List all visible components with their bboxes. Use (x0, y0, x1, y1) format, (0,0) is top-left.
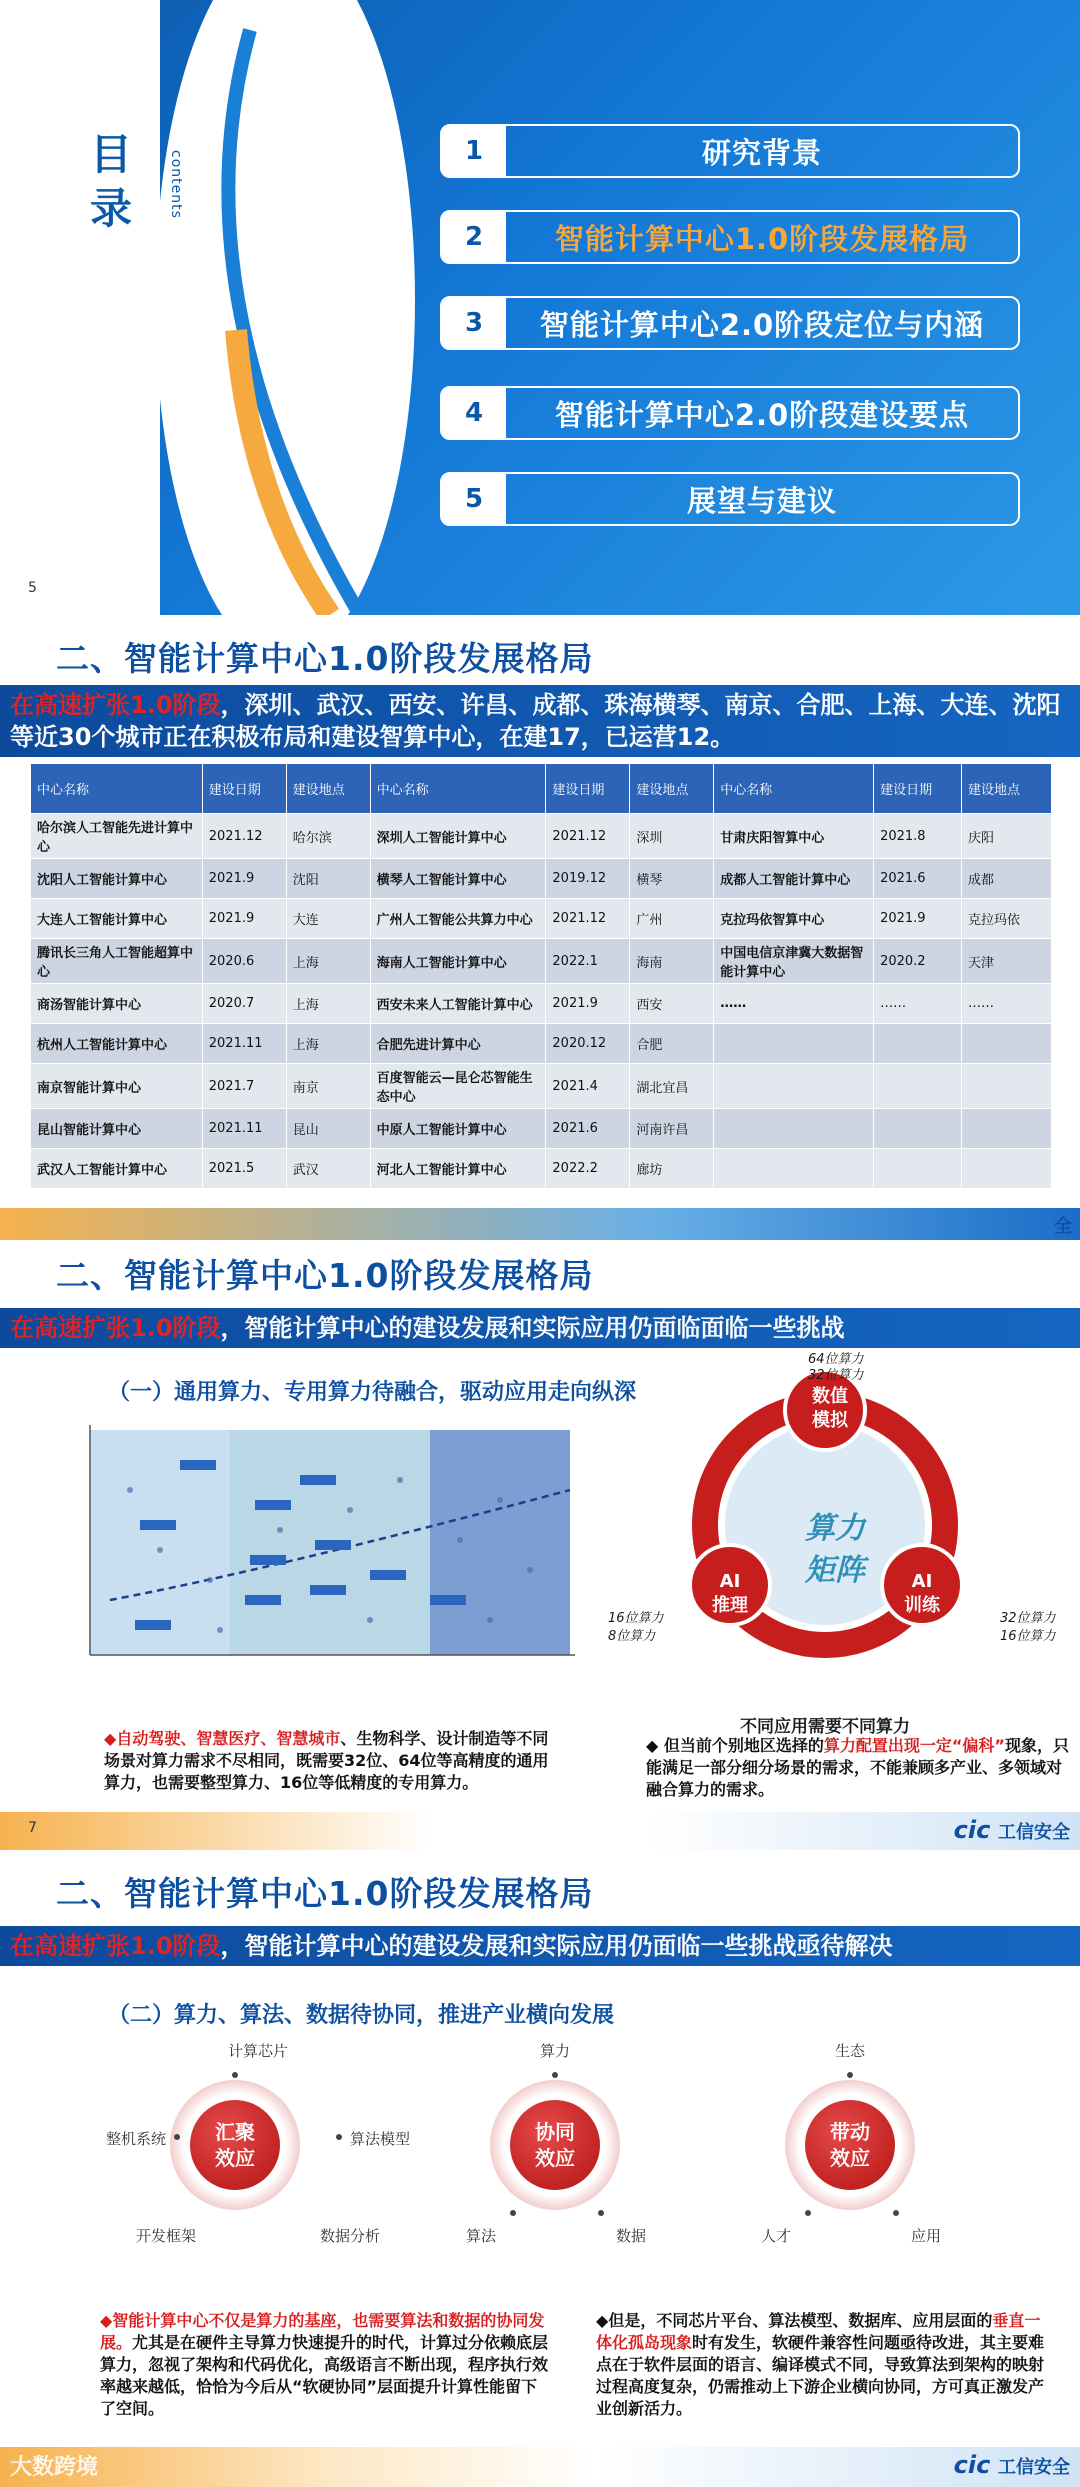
table-slide (0, 615, 1080, 1240)
footer-band (0, 1812, 1080, 1850)
center-name-cell: 腾讯长三角人工智能超算中心 (31, 939, 203, 984)
table-row (31, 814, 1052, 859)
location-cell (962, 1109, 1052, 1149)
corner-text: 全 (1054, 1216, 1072, 1237)
date-cell: 2021.11 (202, 1024, 286, 1064)
table-row (31, 859, 1052, 899)
para-text: 但当前个别地区选择的 (663, 1736, 824, 1755)
logo-text: 工信安全 (998, 1822, 1070, 1843)
left-precision-labels (608, 1610, 664, 1646)
center-name-cell (714, 1149, 874, 1189)
location-cell: 上海 (286, 984, 370, 1024)
section-subtitle: （一）通用算力、专用算力待融合，驱动应用走向纵深 (108, 1380, 637, 1405)
label-talent: 人才 (761, 2227, 792, 2245)
center-name-cell: 克拉玛依智算中心 (714, 899, 874, 939)
precision-label: 16位算力 (1000, 1629, 1056, 1644)
para-highlight: 自动驾驶、智慧医疗、智慧城市 (116, 1729, 341, 1748)
aggregation-effect (100, 2042, 411, 2270)
location-cell: 深圳 (630, 814, 714, 859)
label-system: 整机系统 (106, 2130, 167, 2148)
center-name-cell: 横琴人工智能计算中心 (370, 859, 546, 899)
watermark: 大数跨境 (10, 2455, 99, 2480)
table-row (31, 939, 1052, 984)
matrix-center-label: 算力 矩阵 (805, 1511, 865, 1588)
label-compute: 算力 (540, 2042, 571, 2060)
bullet-icon: ◆ (100, 2311, 113, 2330)
location-cell: 廊坊 (630, 1149, 714, 1189)
slide-heading: 二、智能计算中心1.0阶段发展格局 (56, 1874, 594, 1913)
location-cell: 河南许昌 (630, 1109, 714, 1149)
logo-mark: cic (953, 1816, 991, 1844)
table-row (31, 1024, 1052, 1064)
location-cell: 成都 (962, 859, 1052, 899)
label-analytics: 数据分析 (320, 2227, 381, 2245)
center-name-cell: 大连人工智能计算中心 (31, 899, 203, 939)
column-header: 建设地点 (286, 764, 370, 814)
location-cell: 庆阳 (962, 814, 1052, 859)
para-text: 现象，只能满足一部分细分场景的需求，不能兼顾多产业、多领域对融合算力的需求。 (646, 1736, 1069, 1799)
para-text: 尤其是在硬件主导算力快速提升的时代，计算过分依赖底层算力，忽视了架构和代码优化，高级语言不断出现，程序执行效率越来越低，恰恰为今后从“软硬协同”层面提升计算性能留下了空间。 (100, 2333, 549, 2418)
column-header: 建设地点 (962, 764, 1052, 814)
center-name-cell: 商汤智能计算中心 (31, 984, 203, 1024)
center-name-cell: …… (714, 984, 874, 1024)
table-row (31, 984, 1052, 1024)
center-name-cell: 河北人工智能计算中心 (370, 1149, 546, 1189)
label-model: 算法模型 (350, 2130, 411, 2148)
center-name-cell: 沈阳人工智能计算中心 (31, 859, 203, 899)
toc-item-5[interactable] (440, 472, 1020, 526)
node-ai-training: AI 训练 (904, 1571, 940, 1616)
label-application: 应用 (911, 2227, 942, 2245)
footer-band (0, 2447, 1080, 2487)
slide-heading: 二、智能计算中心1.0阶段发展格局 (56, 1256, 594, 1295)
toc-title: 目录 (90, 130, 133, 233)
bullet-icon: ◆ (646, 1736, 664, 1755)
centers-table (30, 763, 1052, 1189)
date-cell: 2019.12 (546, 859, 630, 899)
column-header: 中心名称 (370, 764, 546, 814)
logo-text: 工信安全 (998, 2457, 1070, 2478)
node-ai-inference: AI 推理 (712, 1571, 748, 1616)
table-row (31, 1149, 1052, 1189)
toc-text: 展望与建议 (686, 483, 837, 518)
circle-center: 汇聚 效应 (190, 2100, 280, 2190)
date-cell: 2021.7 (202, 1064, 286, 1109)
date-cell (874, 1109, 962, 1149)
column-header: 中心名称 (31, 764, 203, 814)
date-cell: 2021.9 (546, 984, 630, 1024)
date-cell: 2020.6 (202, 939, 286, 984)
page-number: 5 (28, 580, 37, 596)
precision-label: 8位算力 (608, 1629, 656, 1644)
location-cell: 南京 (286, 1064, 370, 1109)
center-name-cell: 海南人工智能计算中心 (370, 939, 546, 984)
cic-logo (954, 1816, 1070, 1844)
location-cell: 武汉 (286, 1149, 370, 1189)
circle-center: 带动 效应 (805, 2100, 895, 2190)
date-cell (874, 1064, 962, 1109)
driving-effect (715, 2042, 975, 2270)
banner-text: ，智能计算中心的建设发展和实际应用仍面临面临一些挑战 (220, 1314, 845, 1342)
footer-band (0, 1208, 1080, 1240)
center-name-cell: 中原人工智能计算中心 (370, 1109, 546, 1149)
center-name-cell: 成都人工智能计算中心 (714, 859, 874, 899)
center-name-cell: 武汉人工智能计算中心 (31, 1149, 203, 1189)
right-paragraph (596, 2310, 1046, 2420)
column-header: 建设日期 (202, 764, 286, 814)
toc-num: 1 (442, 126, 506, 176)
date-cell: 2021.12 (202, 814, 286, 859)
precision-label: 32位算力 (1000, 1611, 1056, 1626)
table-row (31, 1109, 1052, 1149)
para-highlight: 垂直一体化孤岛现象 (596, 2311, 1041, 2352)
location-cell: 上海 (286, 939, 370, 984)
para-highlight: 算力配置出现一定“偏科” (823, 1736, 1005, 1755)
date-cell: 2021.8 (874, 814, 962, 859)
location-cell (962, 1064, 1052, 1109)
date-cell: 2021.5 (202, 1149, 286, 1189)
summary-banner (0, 1926, 1080, 1966)
column-header: 建设日期 (546, 764, 630, 814)
para-highlight: 智能计算中心不仅是算力的基座，也需要算法和数据的协同发展。 (100, 2311, 545, 2352)
toc-item-4[interactable] (440, 386, 1020, 440)
label-framework: 开发框架 (136, 2227, 197, 2245)
location-cell: 海南 (630, 939, 714, 984)
date-cell: 2021.6 (546, 1109, 630, 1149)
label-ecosystem: 生态 (835, 2042, 866, 2060)
center-name-cell: 中国电信京津冀大数据智能计算中心 (714, 939, 874, 984)
center-name-cell (714, 1064, 874, 1109)
logo-mark: cic (953, 2451, 991, 2479)
center-name-cell: 甘肃庆阳智算中心 (714, 814, 874, 859)
center-name-cell: 深圳人工智能计算中心 (370, 814, 546, 859)
center-name-cell: 哈尔滨人工智能先进计算中心 (31, 814, 203, 859)
page-number: 7 (28, 1820, 37, 1836)
precision-label: 64位算力 (808, 1352, 864, 1367)
toc-item-3[interactable] (440, 296, 1020, 350)
toc-text: 研究背景 (701, 135, 822, 170)
toc-num: 3 (442, 298, 506, 348)
date-cell: …… (874, 984, 962, 1024)
center-name-cell (714, 1109, 874, 1149)
location-cell: 大连 (286, 899, 370, 939)
left-paragraph (104, 1728, 554, 1794)
synergy-effect (420, 2042, 680, 2270)
location-cell: 湖北宜昌 (630, 1064, 714, 1109)
location-cell: 广州 (630, 899, 714, 939)
date-cell: 2021.9 (202, 899, 286, 939)
location-cell: 哈尔滨 (286, 814, 370, 859)
synergy-slide (0, 1850, 1080, 2487)
toc-text: 智能计算中心2.0阶段建设要点 (554, 397, 970, 432)
toc-slide (0, 0, 1080, 615)
precision-label: 16位算力 (608, 1611, 664, 1626)
center-name-cell: 广州人工智能公共算力中心 (370, 899, 546, 939)
label-algorithm: 算法 (466, 2227, 497, 2245)
location-cell: 横琴 (630, 859, 714, 899)
para-text: 、生物科学、设计制造等不同场景对算力需求不尽相同，既需要32位、64位等高精度的通用算力，也需要整型算力、16位等低精度的专用算力。 (104, 1729, 549, 1792)
date-cell: 2020.2 (874, 939, 962, 984)
center-name-cell: 杭州人工智能计算中心 (31, 1024, 203, 1064)
table-header-row (31, 764, 1052, 814)
location-cell: 沈阳 (286, 859, 370, 899)
para-text: 时有发生，软硬件兼容性问题亟待改进，其主要难点在于软件层面的语言、编译模式不同，导致算法到架构的映射过程高度复杂，仍需推动上下游企业横向协同，方可真正激发产业创新活力。 (596, 2333, 1045, 2418)
table-row (31, 1064, 1052, 1109)
table-row (31, 899, 1052, 939)
column-header: 建设日期 (874, 764, 962, 814)
date-cell: 2021.12 (546, 899, 630, 939)
left-paragraph (100, 2310, 550, 2420)
bullet-icon: ◆ (596, 2311, 609, 2330)
column-header: 中心名称 (714, 764, 874, 814)
column-header: 建设地点 (630, 764, 714, 814)
para-text: 但是，不同芯片平台、算法模型、数据库、应用层面的 (608, 2311, 993, 2330)
top-precision-labels (808, 1352, 864, 1384)
label-chip: 计算芯片 (228, 2042, 289, 2060)
precision-label: 32位算力 (808, 1368, 864, 1383)
date-cell: 2021.4 (546, 1064, 630, 1109)
location-cell: 上海 (286, 1024, 370, 1064)
compute-slide (0, 1240, 1080, 1850)
label-data: 数据 (616, 2227, 647, 2245)
date-cell: 2021.12 (546, 814, 630, 859)
toc-num: 5 (442, 474, 506, 524)
date-cell: 2021.9 (874, 899, 962, 939)
date-cell (874, 1149, 962, 1189)
matrix-caption: 不同应用需要不同算力 (740, 1717, 910, 1737)
section-subtitle: （二）算力、算法、数据待协同，推进产业横向发展 (108, 2003, 615, 2028)
center-name-cell: 合肥先进计算中心 (370, 1024, 546, 1064)
date-cell: 2022.1 (546, 939, 630, 984)
location-cell: 昆山 (286, 1109, 370, 1149)
contents-label: contents (168, 150, 184, 219)
node-numerical-sim: 数值 模拟 (812, 1386, 848, 1431)
center-name-cell: 西安未来人工智能计算中心 (370, 984, 546, 1024)
center-name-cell: 南京智能计算中心 (31, 1064, 203, 1109)
cic-logo (954, 2451, 1070, 2479)
toc-text-active: 智能计算中心1.0阶段发展格局 (554, 221, 970, 256)
banner-highlight: 在高速扩张1.0阶段 (10, 1314, 221, 1342)
date-cell: 2020.7 (202, 984, 286, 1024)
date-cell: 2021.6 (874, 859, 962, 899)
scenario-chart (70, 1420, 590, 1690)
banner-text: ，深圳、武汉、西安、许昌、成都、珠海横琴、南京、合肥、上海、大连、沈阳等近30个城市正在积极布局和建设智算中心，在建17，已运营12。 (10, 691, 1061, 751)
location-cell (962, 1149, 1052, 1189)
banner-highlight: 在高速扩张1.0阶段 (10, 1932, 221, 1960)
center-name-cell (714, 1024, 874, 1064)
toc-num: 4 (442, 388, 506, 438)
summary-banner (0, 1308, 1080, 1348)
location-cell: 西安 (630, 984, 714, 1024)
toc-item-2[interactable] (440, 210, 1020, 264)
bullet-icon: ◆ (104, 1729, 117, 1748)
slide-heading: 二、智能计算中心1.0阶段发展格局 (56, 639, 594, 678)
summary-banner (0, 685, 1080, 757)
location-cell: …… (962, 984, 1052, 1024)
toc-item-1[interactable] (440, 124, 1020, 178)
date-cell: 2020.12 (546, 1024, 630, 1064)
date-cell: 2021.11 (202, 1109, 286, 1149)
date-cell (874, 1024, 962, 1064)
center-name-cell: 昆山智能计算中心 (31, 1109, 203, 1149)
right-precision-labels (1000, 1610, 1056, 1646)
date-cell: 2022.2 (546, 1149, 630, 1189)
location-cell (962, 1024, 1052, 1064)
toc-num: 2 (442, 212, 506, 262)
toc-text: 智能计算中心2.0阶段定位与内涵 (539, 307, 985, 342)
banner-text: ，智能计算中心的建设发展和实际应用仍面临一些挑战亟待解决 (220, 1932, 893, 1960)
banner-highlight: 在高速扩张1.0阶段 (10, 691, 221, 719)
right-paragraph (646, 1735, 1076, 1801)
circle-center: 协同 效应 (510, 2100, 600, 2190)
location-cell: 天津 (962, 939, 1052, 984)
location-cell: 合肥 (630, 1024, 714, 1064)
center-name-cell: 百度智能云—昆仑芯智能生态中心 (370, 1064, 546, 1109)
date-cell: 2021.9 (202, 859, 286, 899)
location-cell: 克拉玛依 (962, 899, 1052, 939)
